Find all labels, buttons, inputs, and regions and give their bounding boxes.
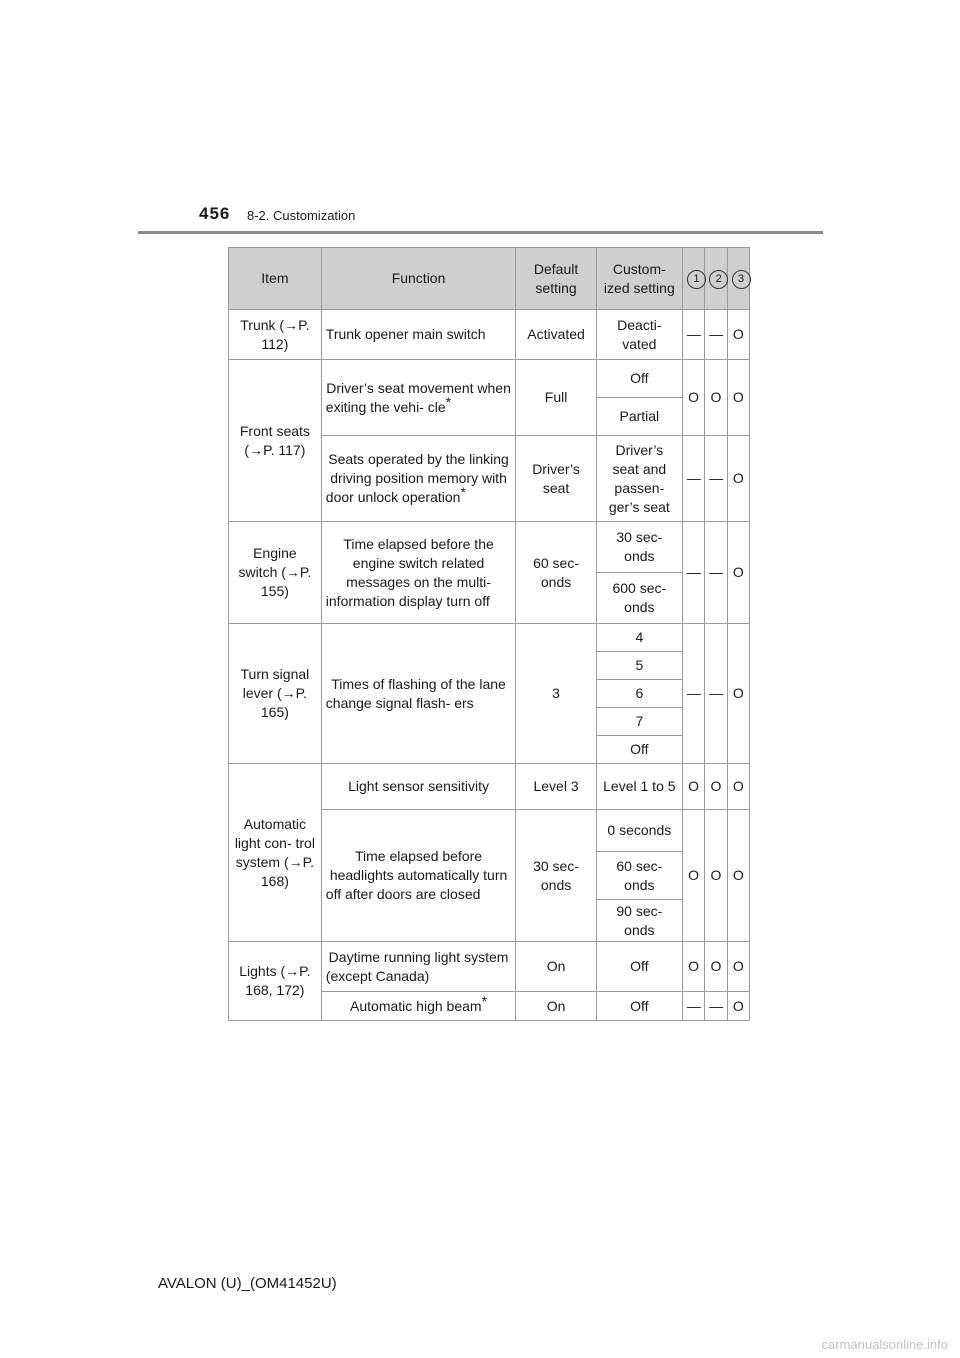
mark-cell: O: [727, 310, 749, 360]
customization-table: [228, 247, 750, 1021]
custom-cell: Off: [596, 360, 682, 398]
custom-cell: Off: [596, 992, 682, 1021]
table-row: [229, 942, 750, 992]
mark-cell: —: [705, 992, 727, 1021]
section-title: 8-2. Customization: [247, 208, 356, 223]
mark-cell: —: [705, 436, 727, 522]
circled-number-1-icon: 1: [687, 270, 706, 289]
circled-number-2-icon: 2: [709, 270, 728, 289]
header-customized-setting: Custom- ized setting: [596, 248, 682, 310]
default-cell: Full: [516, 360, 596, 436]
mark-cell: O: [727, 436, 749, 522]
custom-cell: Level 1 to 5: [596, 764, 682, 810]
function-cell: Trunk opener main switch: [321, 310, 516, 360]
header-divider: [138, 231, 823, 234]
custom-cell: Off: [596, 736, 682, 764]
mark-cell: O: [705, 360, 727, 436]
custom-cell: Partial: [596, 398, 682, 436]
item-cell: Automatic light con- trol system (→P. 168): [229, 764, 322, 942]
default-cell: 3: [516, 624, 596, 764]
table-header-row: [229, 248, 750, 310]
mark-cell: O: [682, 764, 704, 810]
mark-cell: O: [727, 624, 749, 764]
mark-cell: —: [705, 522, 727, 624]
footer-model-code: AVALON (U)_(OM41452U): [158, 1275, 337, 1292]
custom-cell: 4: [596, 624, 682, 652]
mark-cell: —: [682, 624, 704, 764]
function-cell: Seats operated by the linking driving position memory with door unlock operation*: [321, 436, 516, 522]
item-cell: Trunk (→P. 112): [229, 310, 322, 360]
default-cell: Driver’s seat: [516, 436, 596, 522]
custom-cell: 600 sec- onds: [596, 573, 682, 624]
function-cell: Daytime running light system (except Canada): [321, 942, 516, 992]
header-default-setting: Default setting: [516, 248, 596, 310]
mark-cell: —: [705, 624, 727, 764]
table-row: [229, 764, 750, 810]
mark-cell: O: [705, 942, 727, 992]
mark-cell: O: [682, 360, 704, 436]
mark-cell: O: [705, 810, 727, 942]
header-col-2: [705, 248, 727, 310]
item-cell: Front seats (→P. 117): [229, 360, 322, 522]
function-cell: Driver’s seat movement when exiting the vehi- cle*: [321, 360, 516, 436]
custom-cell: 30 sec- onds: [596, 522, 682, 573]
header-function: Function: [321, 248, 516, 310]
custom-cell: 7: [596, 708, 682, 736]
item-cell: Turn signal lever (→P. 165): [229, 624, 322, 764]
footnote-star: *: [481, 992, 488, 1009]
item-cell: Engine switch (→P. 155): [229, 522, 322, 624]
table-row: [229, 522, 750, 573]
default-cell: Activated: [516, 310, 596, 360]
function-cell: Automatic high beam*: [321, 992, 516, 1021]
function-cell: Time elapsed before the engine switch related messages on the multi- information display turn off: [321, 522, 516, 624]
custom-cell: Off: [596, 942, 682, 992]
function-cell: Time elapsed before headlights automatically turn off after doors are closed: [321, 810, 516, 942]
custom-cell: 5: [596, 652, 682, 680]
footnote-star: *: [460, 484, 466, 500]
function-cell: Light sensor sensitivity: [321, 764, 516, 810]
header-col-3: [727, 248, 749, 310]
mark-cell: —: [682, 310, 704, 360]
default-cell: On: [516, 992, 596, 1021]
mark-cell: O: [727, 992, 749, 1021]
mark-cell: O: [727, 764, 749, 810]
custom-cell: Deacti- vated: [596, 310, 682, 360]
mark-cell: —: [682, 436, 704, 522]
header-col-1: [682, 248, 704, 310]
mark-cell: O: [727, 522, 749, 624]
mark-cell: O: [705, 764, 727, 810]
mark-cell: —: [682, 992, 704, 1021]
header-item: Item: [229, 248, 322, 310]
mark-cell: O: [727, 360, 749, 436]
mark-cell: O: [727, 942, 749, 992]
footnote-star: *: [445, 393, 452, 410]
default-cell: 30 sec- onds: [516, 810, 596, 942]
circled-number-3-icon: 3: [732, 270, 751, 289]
custom-cell: 0 seconds: [596, 810, 682, 852]
mark-cell: —: [682, 522, 704, 624]
default-cell: 60 sec- onds: [516, 522, 596, 624]
table-row: [229, 360, 750, 398]
default-cell: On: [516, 942, 596, 992]
custom-cell: 60 sec- onds: [596, 852, 682, 900]
default-cell: Level 3: [516, 764, 596, 810]
table-row: [229, 310, 750, 360]
table-row: [229, 624, 750, 652]
custom-cell: 90 sec- onds: [596, 900, 682, 942]
custom-cell: 6: [596, 680, 682, 708]
mark-cell: O: [682, 810, 704, 942]
custom-cell: Driver’s seat and passen- ger’s seat: [596, 436, 682, 522]
mark-cell: O: [727, 810, 749, 942]
mark-cell: —: [705, 310, 727, 360]
function-cell: Times of flashing of the lane change signal flash- ers: [321, 624, 516, 764]
watermark: carmanualsonline.info: [821, 1337, 948, 1352]
page-number: 456: [199, 204, 231, 223]
item-cell: Lights (→P. 168, 172): [229, 942, 322, 1021]
mark-cell: O: [682, 942, 704, 992]
